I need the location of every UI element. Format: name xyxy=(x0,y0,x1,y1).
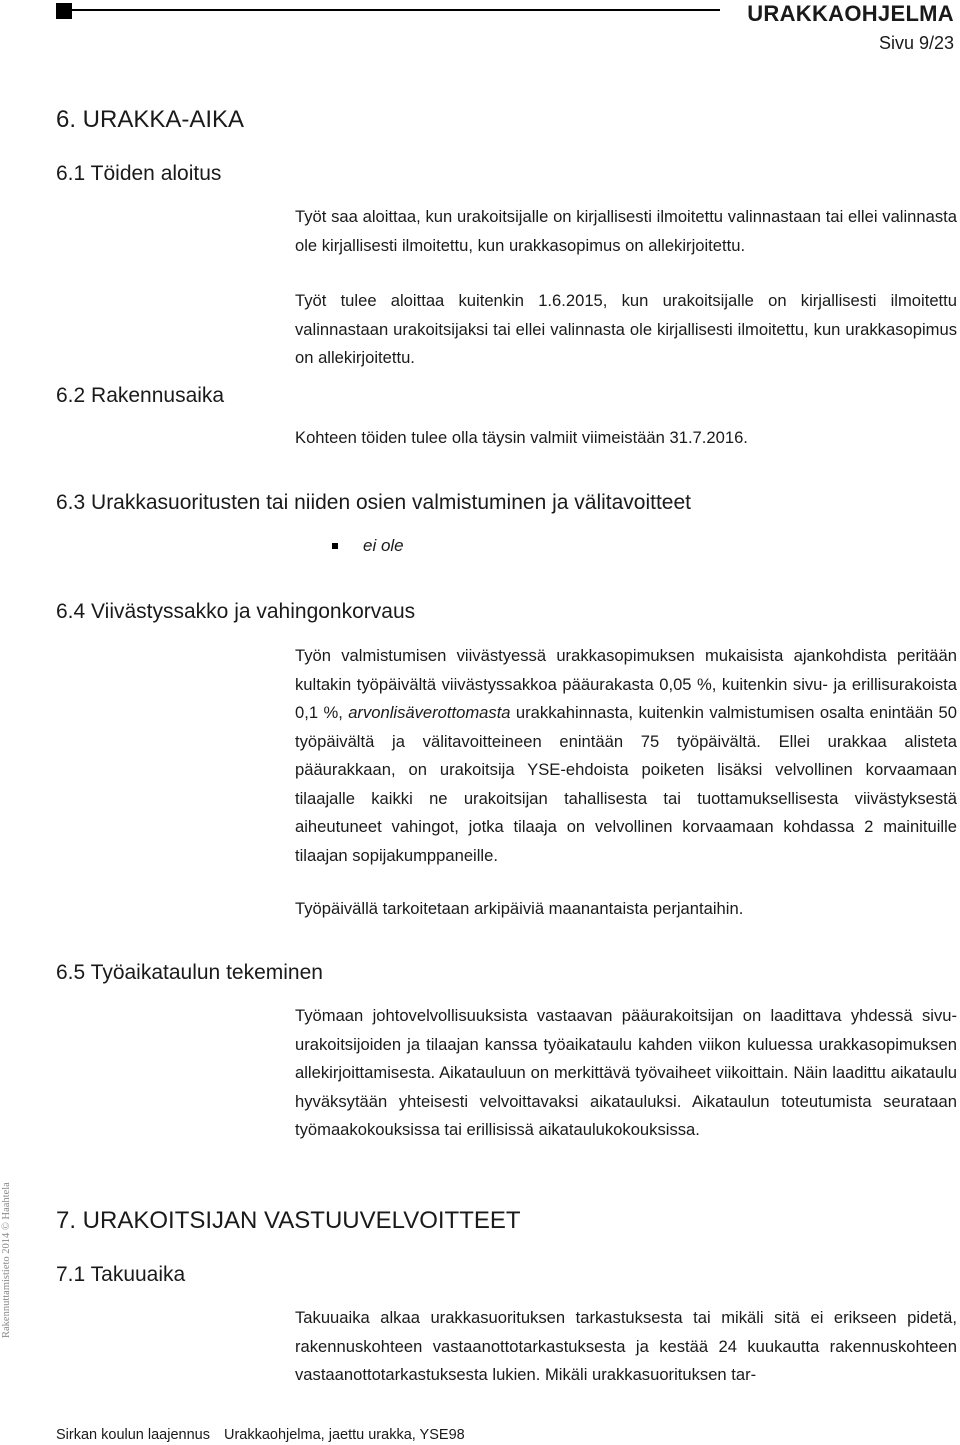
header-rule xyxy=(72,9,720,11)
section-6-1-heading: 6.1 Töiden aloitus xyxy=(56,162,222,185)
side-copyright-mark: Rakennuttamistieto 2014 © Haahtela xyxy=(1,1182,12,1338)
section-6-2-heading: 6.2 Rakennusaika xyxy=(56,384,225,407)
section-7-1-heading: 7.1 Takuuaika xyxy=(56,1263,186,1286)
bullet-square-icon xyxy=(332,543,338,549)
section-6-4-paragraph xyxy=(295,642,957,870)
paragraph-italic-term: arvonlisäverottomasta xyxy=(348,703,511,722)
footer-document: Urakkaohjelma, jaettu urakka, YSE98 xyxy=(223,1427,465,1443)
workday-definition: Työpäivällä tarkoitetaan arkipäiviä maanantaista perjantaihin. xyxy=(295,899,744,918)
section-6-1-paragraph: Työt saa aloittaa, kun urakoitsijalle on kirjallisesti ilmoitettu valinnastaan tai ellei valinnasta ole kirjallisesti ilmoitettu, kun urakkasopimus on allekirjoitettu. xyxy=(295,207,957,255)
section-6-3-bullet: ei ole xyxy=(363,536,404,555)
footer xyxy=(56,1427,479,1443)
section-6-4-heading: 6.4 Viivästyssakko ja vahingonkorvaus xyxy=(56,600,416,623)
page-number: Sivu 9/23 xyxy=(878,33,954,53)
footer-project: Sirkan koulun laajennus xyxy=(56,1427,210,1443)
paragraph-text-part: urakkahinnasta, kuitenkin valmistumisen osalta enintään 50 työpäivältä ja välitavoitteineen enintään 75 työpäivältä. Ellei urakkaa alisteta pääurakkaan, on urakoitsija YSE-ehdoista poiketen lisäksi velvollinen korvaamaan tilaajalle kaikki ne urakoitsijan tahallisesta tai tuottamuksellisesta viivästyksestä aiheutuneet vahingot, jotka tilaaja on velvollinen korvaamaan kohdassa 2 mainituille tilaajan sopijakumppaneille. xyxy=(295,703,957,865)
header-square-marker xyxy=(56,3,72,19)
section-6-2-deadline: Kohteen töiden tulee olla täysin valmiit viimeistään 31.7.2016. xyxy=(295,428,748,447)
section-7-1-paragraph: Takuuaika alkaa urakkasuorituksen tarkastuksesta tai mikäli sitä ei erikseen pidetä, rakennuskohteen vastaanottotarkastuksesta ja kestää 24 kuukautta rakennuskohteen vastaanottotarkastuksesta lukien. Mikäli urakkasuorituksen tar- xyxy=(295,1308,957,1384)
section-7-heading: 7. URAKOITSIJAN VASTUUVELVOITTEET xyxy=(56,1207,521,1234)
document-title: URAKKAOHJELMA xyxy=(747,1,954,26)
paragraph-text-part: Työn valmistumisen viivästyessä urakkasopimuksen mukaisista ajankohdista peritään kultakin työpäivältä viivästyssakkoa pääurakasta 0,05 %, kuitenkin sivu- ja erillisurakoista 0,1 %, xyxy=(295,646,957,722)
section-6-heading: 6. URAKKA-AIKA xyxy=(56,106,245,133)
section-6-2-paragraph: Työt tulee aloittaa kuitenkin 1.6.2015, kun urakoitsijalle on kirjallisesti ilmoitettu valinnastaan urakoitsijaksi tai ellei valinnasta ole kirjallisesti ilmoitettu, kun urakkasopimus on allekirjoitettu. xyxy=(295,291,957,367)
section-6-5-paragraph: Työmaan johtovelvollisuuksista vastaavan pääurakoitsijan on laadittava yhdessä sivu-urakoitsijoiden ja tilaajan kanssa työaikataulu kahden viikon kuluessa urakkasopimuksen allekirjoittamisesta. Aikatauluun on merkittävä työvaiheet viikoittain. Näin laadittu aikataulu hyväksytään yhteisesti velvoittavaksi aikatauluksi. Aikataulun toteutumista seurataan työmaakokouksissa tai erillisissä aikataulukokouksissa. xyxy=(295,1006,957,1139)
section-6-5-heading: 6.5 Työaikataulun tekeminen xyxy=(56,961,323,984)
section-6-3-heading: 6.3 Urakkasuoritusten tai niiden osien valmistuminen ja välitavoitteet xyxy=(56,491,691,514)
